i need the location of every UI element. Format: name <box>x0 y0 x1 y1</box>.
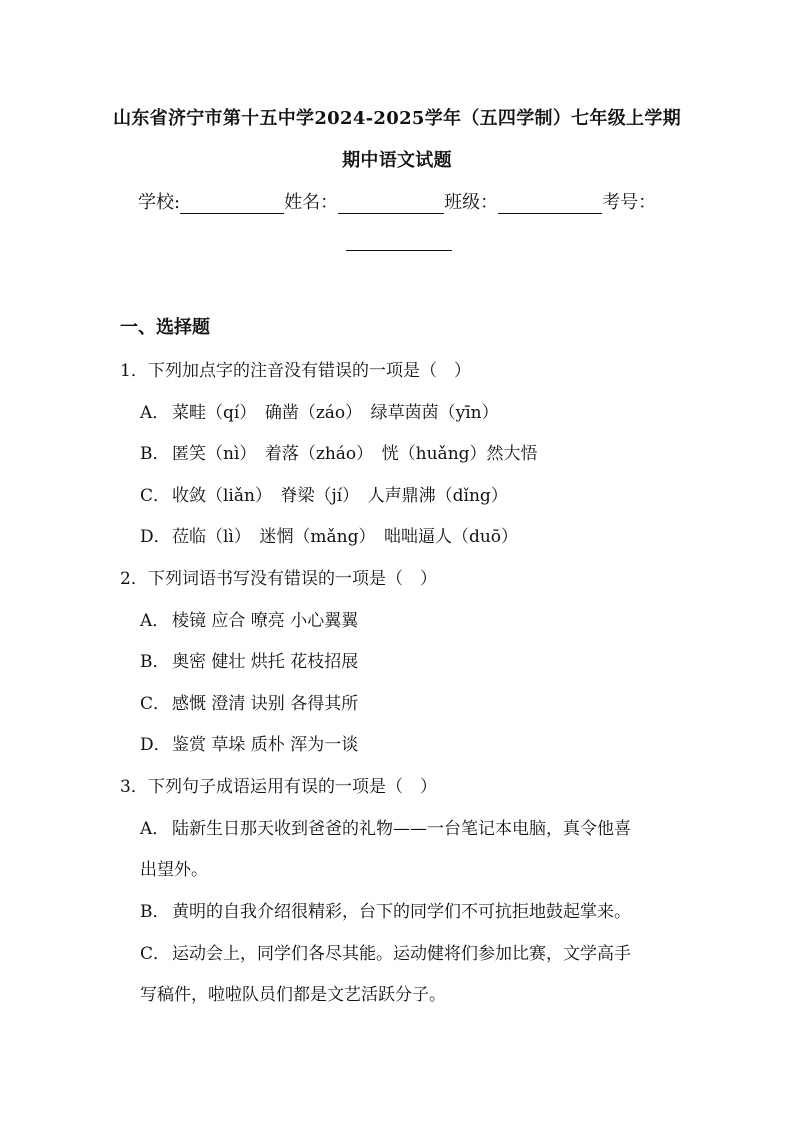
question-number: 3． <box>120 777 148 797</box>
option-label: D． <box>140 735 171 755</box>
name-label: 姓名： <box>284 192 339 213</box>
q3-option-c-continued: 写稿件，啦啦队员们都是文艺活跃分子。 <box>140 985 446 1005</box>
q2-option-d <box>140 730 358 755</box>
question-number: 2． <box>120 569 148 589</box>
exam-title-line2: 期中语文试题 <box>342 150 452 171</box>
q1-option-d <box>140 522 518 547</box>
option-text: 陆新生日那天收到爸爸的礼物——一台笔记本电脑，真令他喜 <box>172 819 631 839</box>
option-text: 黄明的自我介绍很精彩，台下的同学们不可抗拒地鼓起掌来。 <box>172 902 631 922</box>
student-info-row <box>138 188 656 214</box>
option-label: C． <box>140 944 171 964</box>
class-label: 班级： <box>444 192 499 213</box>
option-text: 感慨 澄清 诀别 各得其所 <box>172 694 359 714</box>
q2-option-b <box>140 647 358 672</box>
question-number: 1． <box>120 361 148 381</box>
option-text: 菜畦（qí） 确凿（záo） 绿草茵茵（yīn） <box>172 403 499 423</box>
name-blank <box>338 191 444 214</box>
option-text: 奥密 健壮 烘托 花枝招展 <box>172 652 359 672</box>
q3-option-a-continued: 出望外。 <box>140 860 208 880</box>
question-stem: 下列句子成语运用有误的一项是（ ） <box>148 777 437 797</box>
option-label: C． <box>140 486 171 506</box>
question-stem: 下列加点字的注音没有错误的一项是（ ） <box>148 361 471 381</box>
option-text: 棱镜 应合 嘹亮 小心翼翼 <box>172 611 359 631</box>
option-label: C． <box>140 694 171 714</box>
q2-option-c <box>140 689 358 714</box>
option-label: B． <box>140 444 170 464</box>
option-label: B． <box>140 902 170 922</box>
option-text: 莅临（lì） 迷惘（mǎng） 咄咄逼人（duō） <box>172 527 519 547</box>
q3-option-a <box>140 814 631 839</box>
exam-number-blank <box>346 230 452 251</box>
option-label: B． <box>140 652 170 672</box>
q1-option-b <box>140 439 538 464</box>
q1-option-c <box>140 481 508 506</box>
q2-option-a <box>140 606 358 631</box>
school-blank <box>180 191 284 214</box>
section-heading: 一、选择题 <box>120 317 210 338</box>
option-text: 收敛（liǎn） 脊梁（jí） 人声鼎沸（dǐng） <box>172 486 508 506</box>
exam-number-label: 考号： <box>602 192 657 213</box>
q3-option-c <box>140 939 631 964</box>
option-label: A． <box>140 819 170 839</box>
school-label: 学校: <box>138 192 181 213</box>
option-label: D． <box>140 527 171 547</box>
option-label: A． <box>140 403 170 423</box>
option-text: 匿笑（nì） 着落（zháo） 恍（huǎng）然大悟 <box>172 444 538 464</box>
q3-option-b <box>140 897 631 922</box>
question-2 <box>120 564 437 589</box>
question-stem: 下列词语书写没有错误的一项是（ ） <box>148 569 437 589</box>
option-label: A． <box>140 611 170 631</box>
question-3 <box>120 772 437 797</box>
q1-option-a <box>140 398 499 423</box>
exam-title-line1: 山东省济宁市第十五中学2024-2025学年（五四学制）七年级上学期 <box>113 108 681 129</box>
option-text: 鉴赏 草垛 质朴 浑为一谈 <box>172 735 359 755</box>
class-blank <box>498 191 602 214</box>
question-1 <box>120 356 471 381</box>
option-text: 运动会上，同学们各尽其能。运动健将们参加比赛，文学高手 <box>172 944 631 964</box>
